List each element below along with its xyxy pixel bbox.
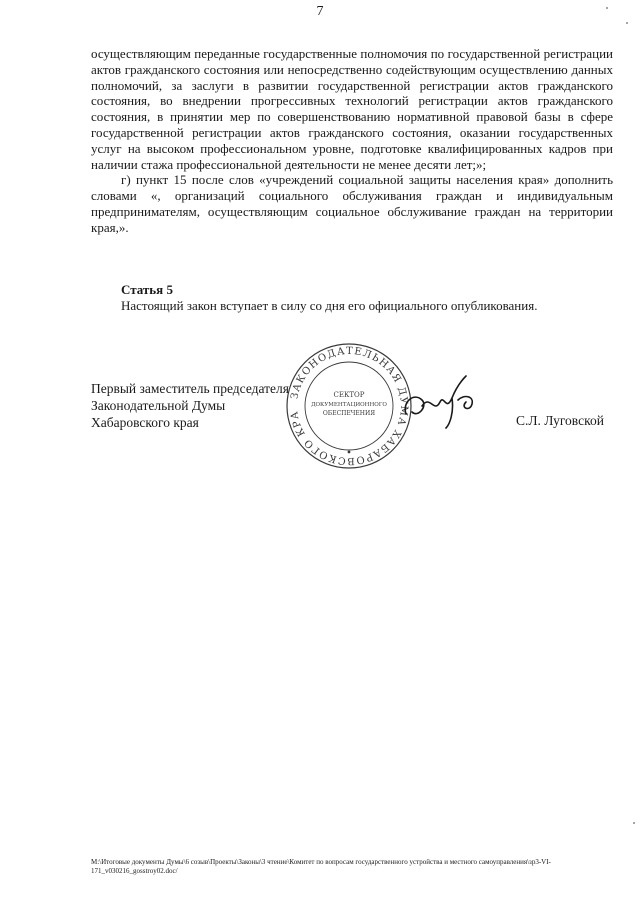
paragraph-continuation: осуществляющим переданные государственные полномочия по государственной регистрации актов гражданского состояния или непосредственно содействующим осуществлению данных полномочий, за заслуги в развитии государственной регистрации актов гражданского состояния, во внедрении прогрессивных технологий регистрации актов гражданского состояния, в принятии мер по совершенствованию нормативной правовой базы в сфере государственной регистрации актов гражданского состояния, оказании государственных услуг на высоком профессиональном уровне, подготовке квалифицированных кадров при наличии стажа профессиональной деятельности не менее десяти лет;»; [91, 46, 613, 172]
footer-file-path: M:\Итоговые документы Думы\6 созыв\Проекты\Законы\3 чтение\Комитет по вопросам государственного устройства и местного самоуправления\зр3-VI-171_v030216_gosstroy02.doc/ [91, 858, 551, 875]
scan-speck [606, 7, 608, 9]
scan-speck [633, 822, 635, 824]
document-body [91, 46, 613, 236]
paragraph-item-g: г) пункт 15 после слов «учреждений социальной защиты населения края» дополнить словами «, организаций социального обслуживания граждан и индивидуальным предпринимателям, осуществляющим социальное обслуживание граждан на территории края,». [91, 172, 613, 235]
seal-outer-text: ЗАКОНОДАТЕЛЬНАЯ ДУМА ХАБАРОВСКОГО КРА [289, 345, 410, 467]
position-line-1: Первый заместитель председателя [91, 381, 289, 396]
position-line-2: Законодательной Думы [91, 398, 226, 413]
official-seal [283, 340, 415, 477]
handwritten-signature [400, 372, 490, 437]
position-line-3: Хабаровского края [91, 415, 199, 430]
scan-speck [626, 22, 628, 24]
seal-inner-line3: ОБЕСПЕЧЕНИЯ [322, 410, 376, 417]
article-text: Настоящий закон вступает в силу со дня его официального опубликования. [121, 298, 538, 313]
article-title: Статья 5 [121, 282, 173, 297]
signatory-position [91, 380, 289, 431]
signatory-name: С.Л. Луговской [516, 413, 604, 428]
seal-inner-line1: СЕКТОР [333, 391, 365, 399]
seal-inner-line2: ДОКУМЕНТАЦИОННОГО [311, 402, 387, 408]
article-5 [121, 282, 621, 314]
page-number: 7 [316, 4, 324, 19]
